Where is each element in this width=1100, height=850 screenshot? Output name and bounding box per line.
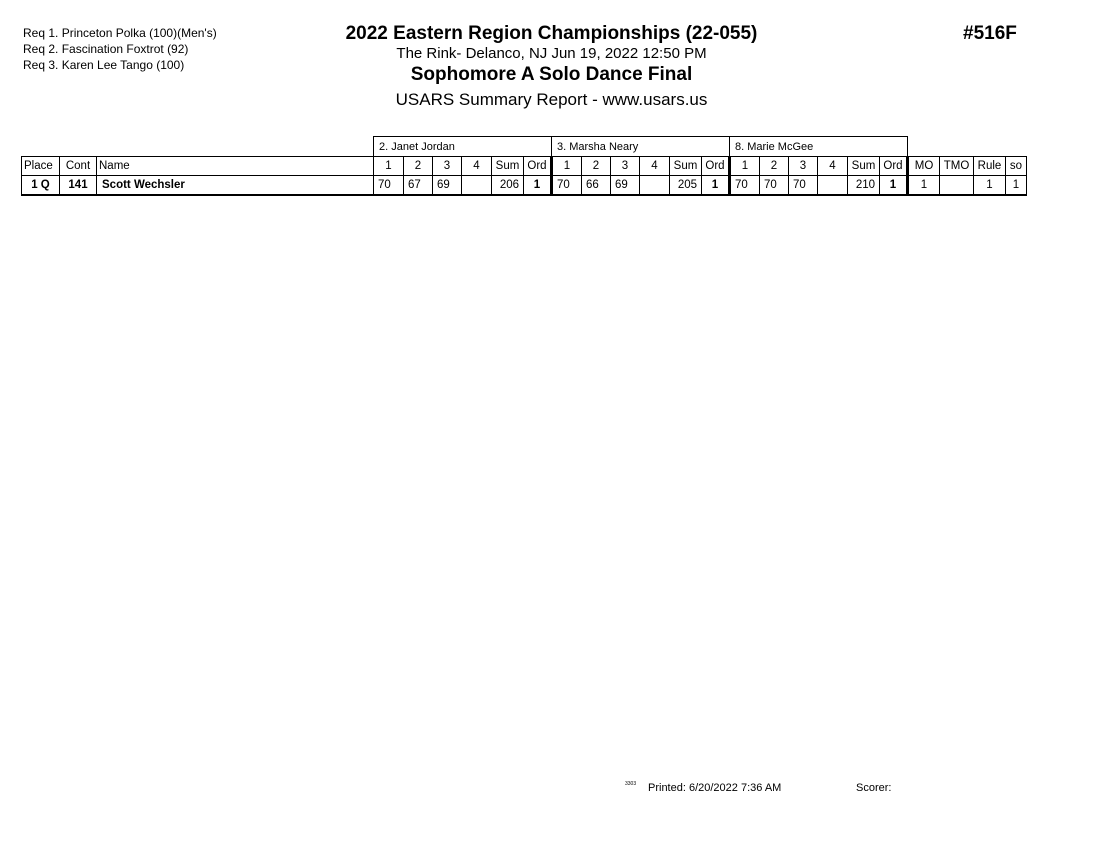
table-row	[22, 176, 1027, 196]
cell-j2-s3: 69	[611, 176, 640, 196]
col-j2-s4: 4	[640, 157, 670, 176]
cell-j1-s1: 70	[374, 176, 404, 196]
col-cont: Cont	[60, 157, 97, 176]
cell-j2-s4	[640, 176, 670, 196]
scorer-label: Scorer:	[856, 782, 892, 794]
venue-date: The Rink- Delanco, NJ Jun 19, 2022 12:50 PM	[396, 45, 707, 62]
col-j2-s2: 2	[582, 157, 611, 176]
cell-tmo	[940, 176, 974, 196]
cell-j3-s3: 70	[789, 176, 818, 196]
requirement-2: Req 2. Fascination Foxtrot (92)	[23, 42, 189, 56]
cell-rule: 1	[974, 176, 1006, 196]
col-name: Name	[97, 157, 374, 176]
cell-cont: 141	[60, 176, 97, 196]
col-j3-s4: 4	[818, 157, 848, 176]
col-j3-s3: 3	[789, 157, 818, 176]
col-j2-s1: 1	[552, 157, 582, 176]
col-j3-sum: Sum	[848, 157, 880, 176]
col-j2-sum: Sum	[670, 157, 702, 176]
results-table	[21, 136, 1027, 196]
judge-header-row	[22, 137, 1027, 157]
cell-j3-ord: 1	[880, 176, 908, 196]
col-j3-ord: Ord	[880, 157, 908, 176]
requirement-3: Req 3. Karen Lee Tango (100)	[23, 58, 185, 72]
requirement-1: Req 1. Princeton Polka (100)(Men's)	[23, 26, 217, 40]
col-j1-s1: 1	[374, 157, 404, 176]
cell-j1-sum: 206	[492, 176, 524, 196]
col-j1-ord: Ord	[524, 157, 552, 176]
cell-j3-s4	[818, 176, 848, 196]
col-mo: MO	[908, 157, 940, 176]
judge-1-name: 2. Janet Jordan	[374, 137, 552, 157]
col-so: so	[1006, 157, 1027, 176]
printed-timestamp: Printed: 6/20/2022 7:36 AM	[648, 782, 782, 794]
col-j3-s2: 2	[760, 157, 789, 176]
column-header-row	[22, 157, 1027, 176]
cell-j2-sum: 205	[670, 176, 702, 196]
cell-name: Scott Wechsler	[97, 176, 374, 196]
col-j3-s1: 1	[730, 157, 760, 176]
judge-3-name: 8. Marie McGee	[730, 137, 908, 157]
event-number: #516F	[963, 23, 1017, 44]
cell-j1-ord: 1	[524, 176, 552, 196]
cell-j1-s4	[462, 176, 492, 196]
cell-j3-s1: 70	[730, 176, 760, 196]
cell-j2-s1: 70	[552, 176, 582, 196]
col-j1-s2: 2	[404, 157, 433, 176]
col-place: Place	[22, 157, 60, 176]
cell-mo: 1	[908, 176, 940, 196]
print-code: 3303	[625, 781, 637, 787]
requirements-list	[23, 25, 217, 73]
competition-title: 2022 Eastern Region Championships (22-055)	[345, 23, 758, 44]
cell-j3-s2: 70	[760, 176, 789, 196]
col-j2-s3: 3	[611, 157, 640, 176]
report-name: USARS Summary Report - www.usars.us	[395, 90, 708, 109]
col-j1-s4: 4	[462, 157, 492, 176]
cell-so: 1	[1006, 176, 1027, 196]
col-rule: Rule	[974, 157, 1006, 176]
cell-j1-s2: 67	[404, 176, 433, 196]
cell-place: 1 Q	[22, 176, 60, 196]
judge-2-name: 3. Marsha Neary	[552, 137, 730, 157]
cell-j2-ord: 1	[702, 176, 730, 196]
col-j1-s3: 3	[433, 157, 462, 176]
event-name: Sophomore A Solo Dance Final	[410, 64, 693, 85]
col-j1-sum: Sum	[492, 157, 524, 176]
col-tmo: TMO	[940, 157, 974, 176]
cell-j3-sum: 210	[848, 176, 880, 196]
cell-j1-s3: 69	[433, 176, 462, 196]
col-j2-ord: Ord	[702, 157, 730, 176]
cell-j2-s2: 66	[582, 176, 611, 196]
